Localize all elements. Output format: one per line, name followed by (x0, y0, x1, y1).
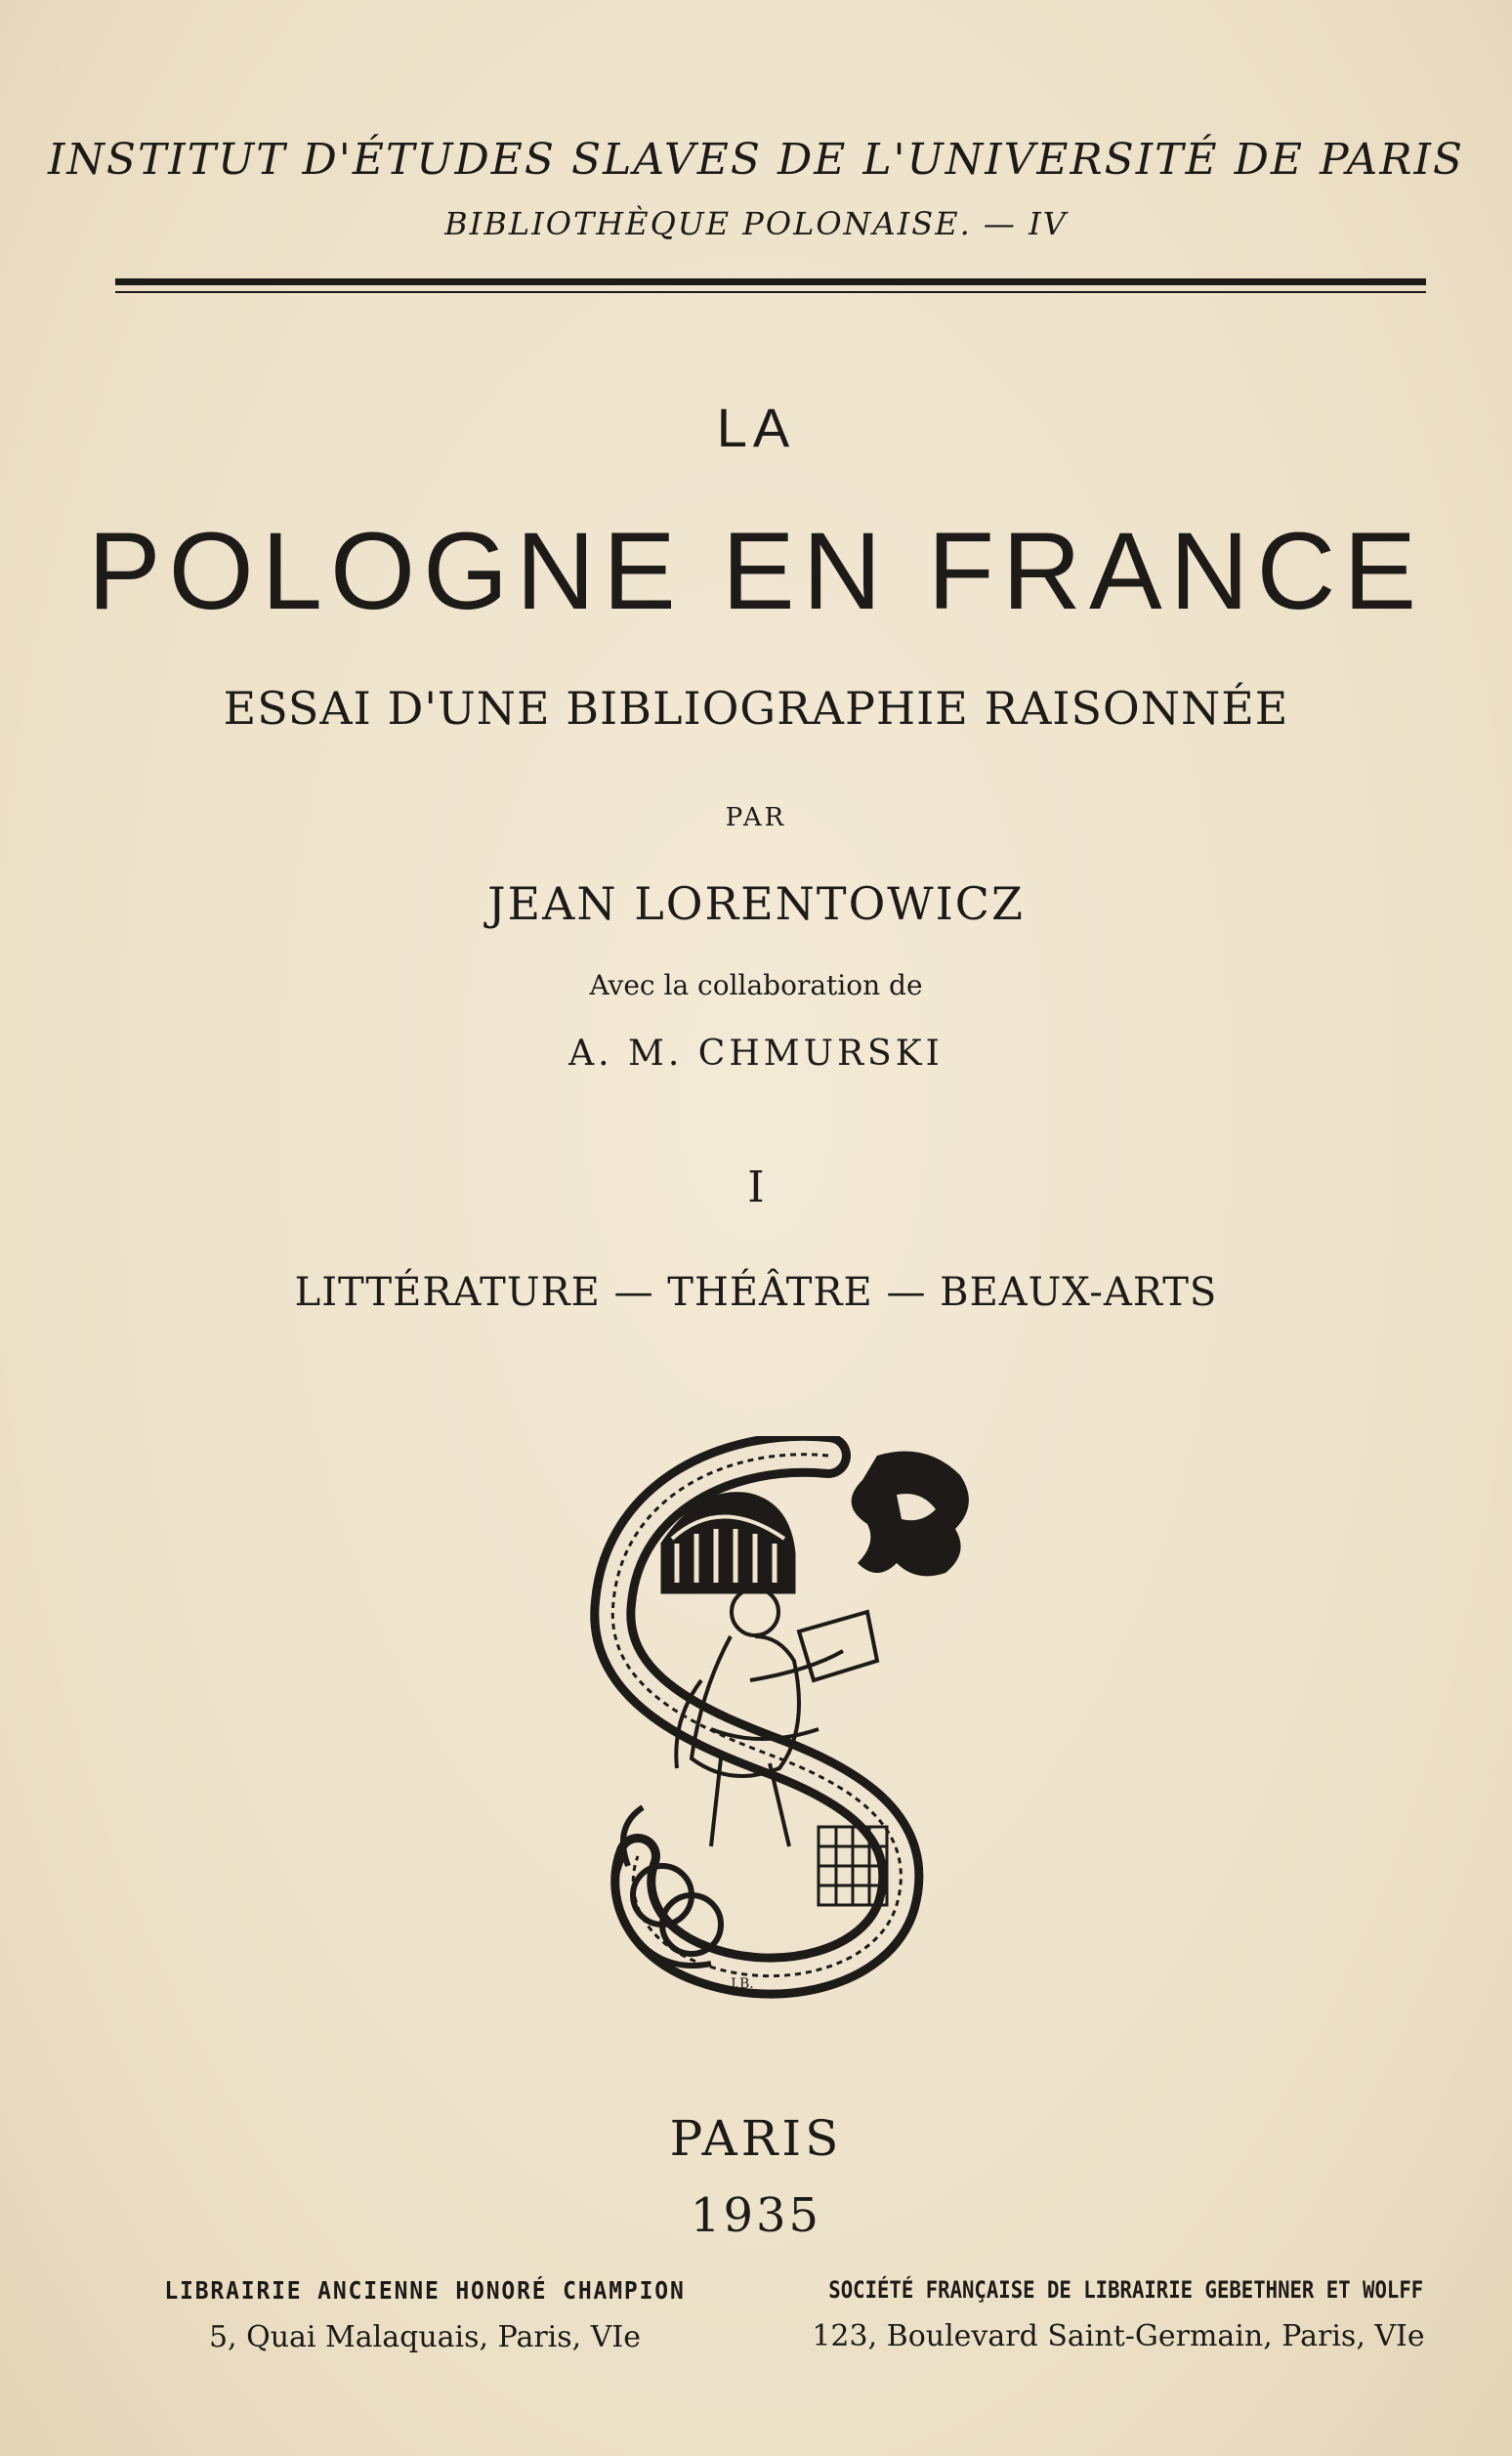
title-article: LA (716, 397, 796, 458)
publisher-address: 123, Boulevard Saint-Germain, Paris, VIe (812, 2319, 1425, 2353)
header-rule-thick (115, 278, 1426, 285)
publisher-address: 5, Quai Malaquais, Paris, VIe (208, 2320, 642, 2354)
emblem-signature: J.B. (731, 1976, 754, 1992)
by-label: PAR (725, 803, 787, 832)
publisher-right (781, 2276, 1455, 2353)
collaborator-name: A. M. CHMURSKI (568, 1034, 944, 1074)
publisher-name: LIBRAIRIE ANCIENNE HONORÉ CHAMPION (164, 2276, 686, 2305)
volume-number: I (747, 1163, 765, 1212)
series-subtitle: BIBLIOTHÈQUE POLONAISE. — IV (444, 205, 1068, 242)
imprint-city: PARIS (669, 2110, 843, 2167)
subtitle: ESSAI D'UNE BIBLIOGRAPHIE RAISONNÉE (223, 682, 1289, 735)
collaboration-intro: Avec la collaboration de (589, 969, 923, 1001)
author-name: JEAN LORENTOWICZ (487, 877, 1025, 930)
publisher-name: SOCIÉTÉ FRANÇAISE DE LIBRAIRIE GEBETHNER ET WOLFF (828, 2276, 1424, 2304)
ornate-letter-s-emblem-icon (584, 1436, 985, 2003)
publisher-left (107, 2276, 742, 2354)
main-title: POLOGNE EN FRANCE (87, 510, 1425, 632)
imprint-year: 1935 (690, 2188, 822, 2243)
header-rule-thin (115, 291, 1426, 293)
series-title: INSTITUT D'ÉTUDES SLAVES DE L'UNIVERSITÉ DE PARIS (48, 135, 1464, 185)
volume-sections: LITTÉRATURE — THÉÂTRE — BEAUX-ARTS (294, 1270, 1218, 1315)
